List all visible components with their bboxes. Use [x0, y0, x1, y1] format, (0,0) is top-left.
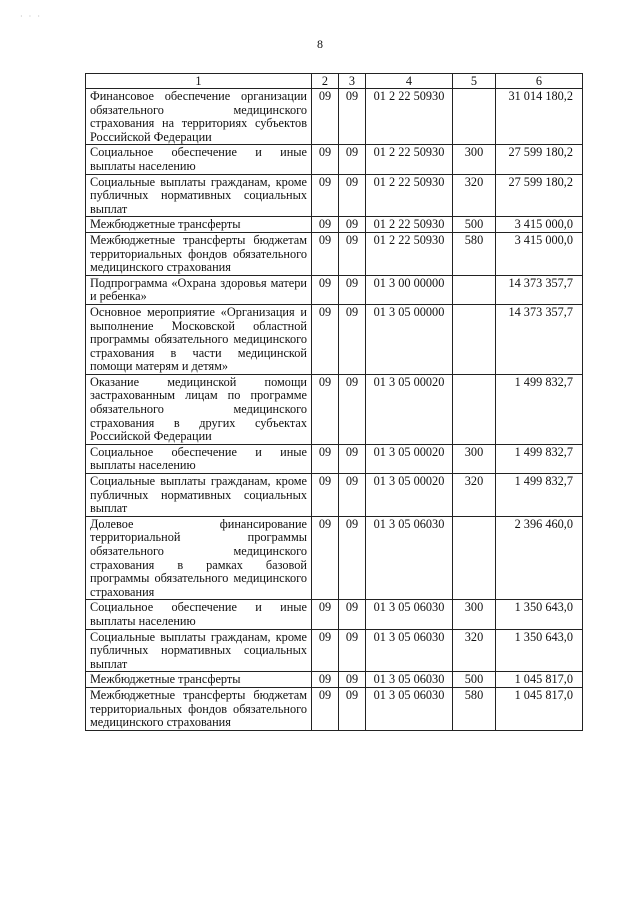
row-section-cell: 09: [312, 474, 339, 517]
row-subsection-cell: 09: [339, 145, 366, 174]
row-expense-type-cell: 320: [453, 174, 496, 217]
row-name-cell: Социальные выплаты гражданам, кроме публичных нормативных социальных выплат: [86, 474, 312, 517]
row-amount-cell: 31 014 180,2: [496, 89, 583, 145]
row-subsection-cell: 09: [339, 232, 366, 275]
row-amount-cell: 14 373 357,7: [496, 304, 583, 374]
row-target-code-cell: 01 3 05 00020: [366, 444, 453, 473]
row-target-code-cell: 01 3 05 06030: [366, 600, 453, 629]
row-amount-cell: 1 045 817,0: [496, 687, 583, 730]
table-row: [86, 232, 583, 275]
row-amount-cell: 14 373 357,7: [496, 275, 583, 304]
row-expense-type-cell: 300: [453, 145, 496, 174]
row-expense-type-cell: 580: [453, 687, 496, 730]
table-row: [86, 600, 583, 629]
table-row: [86, 444, 583, 473]
row-amount-cell: 1 499 832,7: [496, 474, 583, 517]
table-row: [86, 275, 583, 304]
row-target-code-cell: 01 2 22 50930: [366, 174, 453, 217]
row-target-code-cell: 01 3 05 06030: [366, 672, 453, 688]
row-subsection-cell: 09: [339, 516, 366, 600]
row-name-cell: Социальные выплаты гражданам, кроме публичных нормативных социальных выплат: [86, 629, 312, 672]
row-subsection-cell: 09: [339, 275, 366, 304]
row-target-code-cell: 01 2 22 50930: [366, 145, 453, 174]
row-expense-type-cell: [453, 374, 496, 444]
table-row: [86, 687, 583, 730]
budget-table-container: [85, 73, 582, 731]
table-row: [86, 217, 583, 233]
header-col-5: 5: [453, 74, 496, 89]
row-section-cell: 09: [312, 174, 339, 217]
row-expense-type-cell: [453, 89, 496, 145]
row-subsection-cell: 09: [339, 89, 366, 145]
row-target-code-cell: 01 2 22 50930: [366, 232, 453, 275]
row-amount-cell: 1 499 832,7: [496, 444, 583, 473]
row-section-cell: 09: [312, 304, 339, 374]
row-target-code-cell: 01 3 05 06030: [366, 687, 453, 730]
row-target-code-cell: 01 2 22 50930: [366, 217, 453, 233]
row-name-cell: Межбюджетные трансферты бюджетам территориальных фондов обязательного медицинского страхования: [86, 232, 312, 275]
table-header-row: [86, 74, 583, 89]
row-name-cell: Межбюджетные трансферты бюджетам территориальных фондов обязательного медицинского страхования: [86, 687, 312, 730]
row-name-cell: Межбюджетные трансферты: [86, 672, 312, 688]
row-name-cell: Основное мероприятие «Организация и выполнение Московской областной программы обязательного медицинского страхования в части медицинской помощи матерям и детям»: [86, 304, 312, 374]
row-amount-cell: 2 396 460,0: [496, 516, 583, 600]
row-amount-cell: 1 045 817,0: [496, 672, 583, 688]
row-target-code-cell: 01 3 05 06030: [366, 516, 453, 600]
row-expense-type-cell: 320: [453, 629, 496, 672]
table-row: [86, 516, 583, 600]
row-subsection-cell: 09: [339, 629, 366, 672]
page-number: 8: [317, 37, 323, 51]
row-section-cell: 09: [312, 374, 339, 444]
table-row: [86, 629, 583, 672]
row-subsection-cell: 09: [339, 474, 366, 517]
row-expense-type-cell: [453, 275, 496, 304]
row-expense-type-cell: [453, 304, 496, 374]
row-subsection-cell: 09: [339, 217, 366, 233]
table-row: [86, 304, 583, 374]
row-expense-type-cell: 580: [453, 232, 496, 275]
scan-artifact: · · ·: [20, 12, 42, 21]
table-row: [86, 374, 583, 444]
row-target-code-cell: 01 3 05 00020: [366, 374, 453, 444]
row-expense-type-cell: 300: [453, 600, 496, 629]
header-col-1: 1: [86, 74, 312, 89]
row-amount-cell: 3 415 000,0: [496, 232, 583, 275]
table-row: [86, 145, 583, 174]
row-name-cell: Подпрограмма «Охрана здоровья матери и ребенка»: [86, 275, 312, 304]
row-name-cell: Оказание медицинской помощи застрахованным лицам по программе обязательного медицинского страхования в других субъектах Российской Федерации: [86, 374, 312, 444]
row-section-cell: 09: [312, 275, 339, 304]
row-subsection-cell: 09: [339, 687, 366, 730]
row-target-code-cell: 01 3 00 00000: [366, 275, 453, 304]
row-target-code-cell: 01 2 22 50930: [366, 89, 453, 145]
row-target-code-cell: 01 3 05 06030: [366, 629, 453, 672]
row-name-cell: Социальное обеспечение и иные выплаты населению: [86, 444, 312, 473]
row-subsection-cell: 09: [339, 374, 366, 444]
table-row: [86, 174, 583, 217]
row-target-code-cell: 01 3 05 00020: [366, 474, 453, 517]
row-name-cell: Социальные выплаты гражданам, кроме публичных нормативных социальных выплат: [86, 174, 312, 217]
row-name-cell: Долевое финансирование территориальной программы обязательного медицинского страхования в рамках базовой программы обязательного медицинского страхования: [86, 516, 312, 600]
table-row: [86, 89, 583, 145]
row-section-cell: 09: [312, 444, 339, 473]
row-expense-type-cell: 500: [453, 672, 496, 688]
budget-table: [85, 73, 583, 731]
row-amount-cell: 27 599 180,2: [496, 174, 583, 217]
header-col-6: 6: [496, 74, 583, 89]
row-target-code-cell: 01 3 05 00000: [366, 304, 453, 374]
row-section-cell: 09: [312, 516, 339, 600]
row-section-cell: 09: [312, 232, 339, 275]
table-row: [86, 474, 583, 517]
row-amount-cell: 1 350 643,0: [496, 600, 583, 629]
row-name-cell: Социальное обеспечение и иные выплаты населению: [86, 600, 312, 629]
row-subsection-cell: 09: [339, 600, 366, 629]
row-subsection-cell: 09: [339, 672, 366, 688]
row-subsection-cell: 09: [339, 304, 366, 374]
row-amount-cell: 27 599 180,2: [496, 145, 583, 174]
row-expense-type-cell: [453, 516, 496, 600]
header-col-4: 4: [366, 74, 453, 89]
row-subsection-cell: 09: [339, 174, 366, 217]
row-name-cell: Финансовое обеспечение организации обязательного медицинского страхования на территориях субъектов Российской Федерации: [86, 89, 312, 145]
row-section-cell: 09: [312, 600, 339, 629]
row-section-cell: 09: [312, 629, 339, 672]
row-amount-cell: 1 499 832,7: [496, 374, 583, 444]
table-body: [86, 89, 583, 731]
row-section-cell: 09: [312, 672, 339, 688]
row-section-cell: 09: [312, 89, 339, 145]
row-amount-cell: 3 415 000,0: [496, 217, 583, 233]
row-subsection-cell: 09: [339, 444, 366, 473]
header-col-2: 2: [312, 74, 339, 89]
row-expense-type-cell: 300: [453, 444, 496, 473]
row-name-cell: Межбюджетные трансферты: [86, 217, 312, 233]
row-section-cell: 09: [312, 145, 339, 174]
row-expense-type-cell: 500: [453, 217, 496, 233]
row-section-cell: 09: [312, 687, 339, 730]
row-name-cell: Социальное обеспечение и иные выплаты населению: [86, 145, 312, 174]
table-row: [86, 672, 583, 688]
row-amount-cell: 1 350 643,0: [496, 629, 583, 672]
row-expense-type-cell: 320: [453, 474, 496, 517]
header-col-3: 3: [339, 74, 366, 89]
row-section-cell: 09: [312, 217, 339, 233]
